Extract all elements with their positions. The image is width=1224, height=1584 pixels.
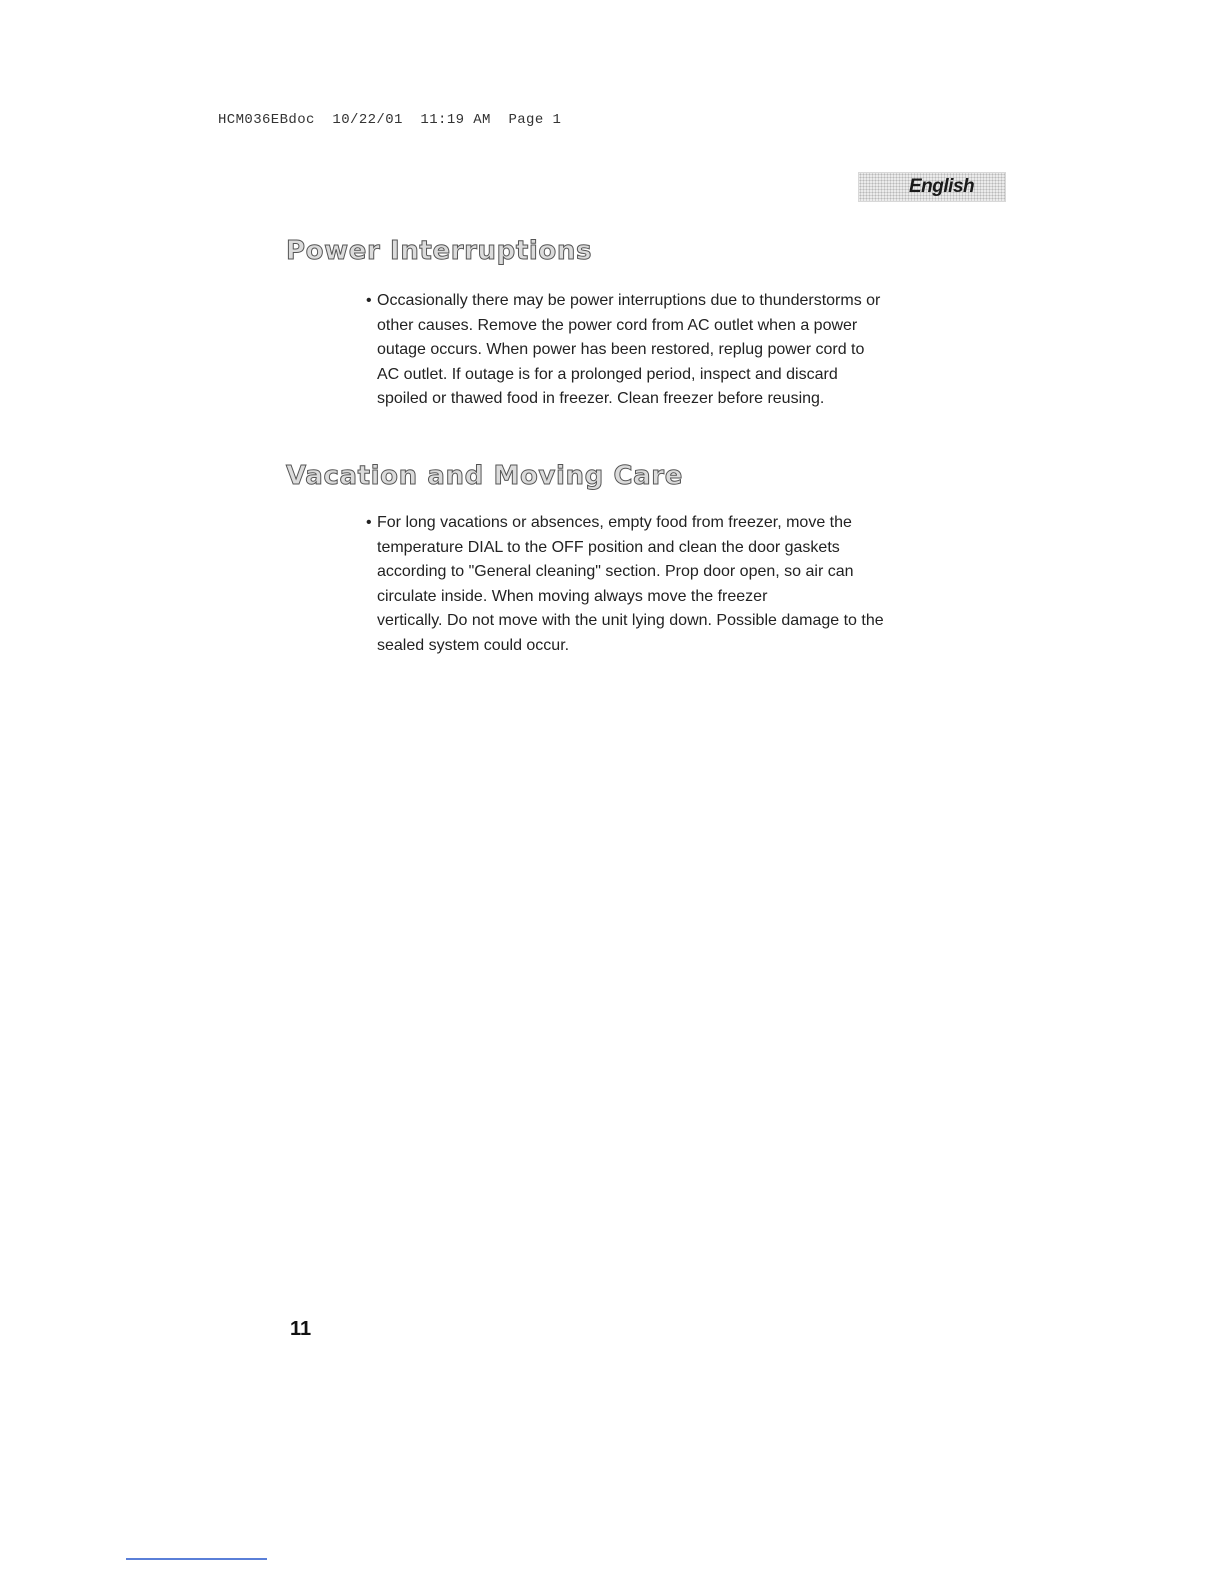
bullet-line: [366, 289, 956, 314]
bullet-marker: •: [366, 514, 372, 531]
bullet-line: temperature DIAL to the OFF position and clean the door gaskets: [377, 538, 840, 556]
bullet-line: circulate inside. When moving always move the freezer: [377, 587, 768, 605]
bullet-line: outage occurs. When power has been restored, replug power cord to: [377, 341, 865, 359]
section-title-vacation-moving-care: Vacation and Moving Care: [286, 461, 683, 491]
bullet-line: sealed system could occur.: [377, 636, 570, 654]
bullet-line: spoiled or thawed food in freezer. Clean freezer before reusing.: [377, 390, 825, 408]
bullet-marker: •: [366, 292, 372, 309]
bullet-line: according to "General cleaning" section. Prop door open, so air can: [377, 563, 854, 581]
language-tab-label: English: [909, 176, 975, 197]
bullet-line: other causes. Remove the power cord from AC outlet when a power: [377, 316, 858, 334]
footer-rule: [126, 1558, 267, 1560]
bullet-text: For long vacations or absences, empty food from freezer, move the: [377, 514, 852, 531]
language-tab: [858, 172, 1006, 202]
vacation-moving-care-bullet: [366, 511, 956, 659]
page-number: 11: [290, 1318, 312, 1340]
bullet-line: [366, 511, 956, 536]
section-title-power-interruptions: Power Interruptions: [286, 236, 593, 266]
bullet-text: Occasionally there may be power interruptions due to thunderstorms or: [377, 292, 881, 309]
bullet-line: AC outlet. If outage is for a prolonged period, inspect and discard: [377, 365, 838, 383]
print-header: HCM036EBdoc 10/22/01 11:19 AM Page 1: [218, 112, 562, 128]
power-interruptions-bullet: [366, 289, 956, 412]
bullet-line: vertically. Do not move with the unit lying down. Possible damage to the: [377, 612, 884, 630]
